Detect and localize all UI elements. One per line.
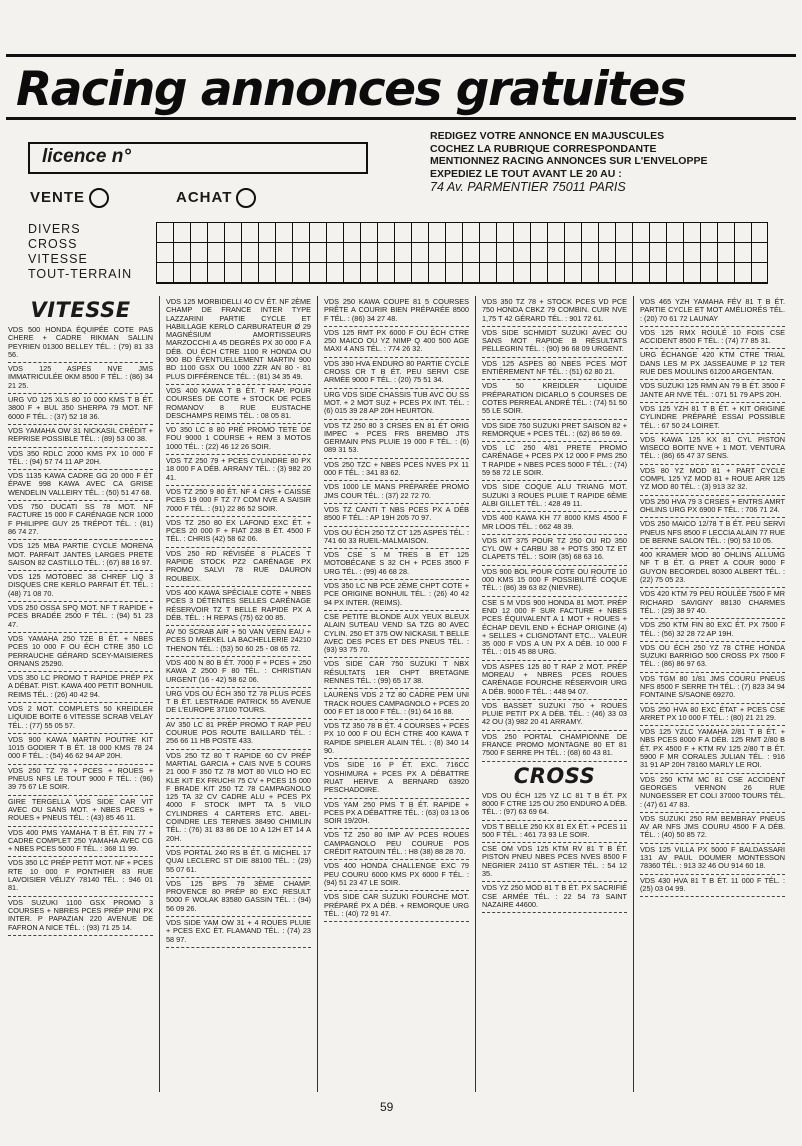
- classified-ad: URG VDS SIDE CHASSIS TUB AVC OU SS MOT. + 2 MOT SUZ + PCES PX INT. TÉL. : (6) 015 39 28 AP 20H HEURTON.: [324, 389, 469, 420]
- column-5: [640, 296, 785, 1092]
- classified-ad: VDS 250 HVA 80 EXC ÉTAT + PCES CSE ARRET PX 10 000 F TÉL. : (80) 21 21 29.: [640, 704, 785, 727]
- page-number: 59: [380, 1100, 394, 1114]
- classified-ad: VDS 250 TZ 80 T RAPIDE 60 CV PRÉP MARTIAL GARCIA + CAIS NVE 5 COURS 21 000 F 350 TZ 78 MOT 80 VILO HO EC KLE KIT EX FRUCHI 75 CV + PCES 15 000 F BRADE KIT 250 TZ 78 CAMPAGNOLO 125 TA 32 CV CADRE ALU + PCES PX 4000 F STOCK IMPT TA 5 VILO CYLINDRES 4 CARTERS ETC. ABEL-COINDRE LES TERNES 38490 CHIMILIN TÉL. : (76) 31 83 86 DE 10 A 12H ET 14 A 20H.: [166, 750, 311, 847]
- rubrique-tout-terrain[interactable]: TOUT-TERRAIN: [28, 267, 133, 281]
- classified-ad: VDS 900 BOL POUR COTE OU ROUTE 10 000 KMS 15 000 F POSSIBILITÉ COQUE TÉL. : (86) 39 63 82 (NIEVRE).: [482, 566, 627, 597]
- classified-ad: VDS 125 ASPES 80 NBES PCES MOT ENTIÈREMENT NF TÉL. : (51) 62 80 21.: [482, 358, 627, 381]
- rubrique-divers[interactable]: DIVERS: [28, 222, 81, 236]
- classified-ad: VDS 465 YZH YAMAHA FÉV 81 T B ÉT. PARTIE CYCLE ET MOT AMÉLIORÉS TÉL. : (20) 70 61 72 LAUNAY: [640, 296, 785, 327]
- masthead: [6, 54, 796, 120]
- classified-ad: URG VD 125 XLS 80 10 000 KMS T B ÉT. 3800 F + BUL 350 SHERPA 79 MOT. NF 6000 F TÉL. : (37) 52 18 36.: [8, 394, 153, 425]
- classified-ad: CSE S M VDS 900 HONDA 81 MOT. PRÉP END 12 000 F SUR FACTURE + NBES PCES ÉQUIVALENT A 1 MOT + ROUES + ÉCHAP DEVIL END + ÉCHAP ORIGINE (4) + SELLES + CLIGNOTANT ETC... VALEUR 35 000 F VDS A UN PX A DÉB. 10 000 F TÉL. : 015 45 88 URG.: [482, 597, 627, 661]
- classified-ad: VDS SIDE YAM OW 31 + 4 ROUES PLUIE + PCES EXC ÉT. FLAMAND TÉL. : (74) 23 58 97.: [166, 917, 311, 948]
- classified-ad: VDS 250 KTM MC 81 CSE ACCIDENT GEORGES VERNON 26 RUE NUNGESSER ET COLI 37000 TOURS TÉL. : (47) 61 47 83.: [640, 774, 785, 813]
- achat-label: ACHAT: [176, 188, 233, 206]
- column-divider: [159, 296, 160, 1092]
- instruction-line: COCHEZ LA RUBRIQUE CORRESPONDANTE: [430, 142, 657, 155]
- classified-ad: VDS SIDE 16 P ÉT. EXC. 716CC YOSHIMURA + PCES PX A DÉBATTRE RUAT HERVE A BERNARD 63920 PESCHADOIRE.: [324, 759, 469, 798]
- classified-ad: VDS 400 HONDA CHALLENGE EXC 79 PEU COURU 6000 KMS PX 6000 F TÉL. : (94) 51 23 47 LE SOIR.: [324, 860, 469, 891]
- classified-ad: VDS 125 BPS 79 3ÈME CHAMP. PROVENCE 80 PRÉP 80 EXC RESULT 5000 F WOLAK 83580 GASSIN TÉL. : (94) 56 09 26.: [166, 878, 311, 917]
- classified-ad: VDS 400 N 80 B ÉT. 7000 F + PCES + 250 KAWA Z 2500 F 80 TÉL. : CHRISTIAN URGENT (16 - 42) 58 62 06.: [166, 657, 311, 688]
- rubrique-vitesse[interactable]: VITESSE: [28, 252, 88, 266]
- classified-ad: VDS 900 KAWA MARTIN POUTRE KIT 1015 GODIER T B ÉT. 18 000 KMS 78 24 000 F TÉL. : (54) 46 62 94 AP 20H.: [8, 734, 153, 765]
- classified-ad: VDS TZ 250 80 EX LAFOND EXC ÉT. + PCES 20 000 F + FIAT 238 B ÉT. 4500 F TÉL. : CHRIS (42) 58 62 06.: [166, 517, 311, 548]
- classified-ad: VDS TZ CANTI T NBS PCES PX A DÉB 8500 F TÉL. : AP 19H 205 70 97.: [324, 504, 469, 527]
- classified-ad: VDS 125 RMX ROULÉ 10 FOIS CSE ACCIDENT 8500 F TÉL. : (74) 77 85 31.: [640, 327, 785, 350]
- classified-ad: VDS 250 TZ 78 + PCES + ROUES + PNEUS NFS LE TOUT 9000 F TÉL. : (96) 39 75 67 LE SOIR.: [8, 765, 153, 796]
- classified-ad: VDS 350 LC PROMO T RAPIDE PRÉP PX A DÉBAT. PIST. KAWA 400 PETIT BONHUIL REIMS TÉL. : (26) 40 42 94.: [8, 672, 153, 703]
- classified-ad: VDS KIT 375 POUR TZ 250 OU RD 350 CYL OW + CARBU 38 + POTS 350 TZ ET CLAPETS TÉL. : SOIR (35) 68 63 16.: [482, 535, 627, 566]
- classified-ad: LAURENS VDS 2 TZ 80 CADRE PEM UNI TRACK ROUES CAMPAGNOLO + PCES 20 000 F ET 18 000 F TÉL. : (91) 64 16 88.: [324, 689, 469, 720]
- classified-ad: VDS 400 PMS YAMAHA T B ÉT. FIN 77 + CADRE COMPLET 250 YAMAHA AVEC CG + NBES PCES 5000 F TÉL. : 368 11 99.: [8, 827, 153, 858]
- page-title: Racing annonces gratuites: [16, 62, 686, 117]
- classified-ad: VDS YAMAHA 250 TZE B ÉT. + NBES PCES 10 000 F OU ÉCH CTRE 350 LC PERRAUCHE GÉRARD SCEY-MAISIERES ORNANS 25290.: [8, 633, 153, 672]
- classified-ad: VDS 250 RD RÉVISÉE 8 PLACES T RAPIDE STOCK PZ2 CARÉNAGE PX PROMO SALVI 78 RUE DAURON ROUBEIX.: [166, 548, 311, 587]
- classified-ad: VDS 500 HONDA ÉQUIPÉE COTE PAS CHERE + CADRE RIKMAN SALLIN PEYRIEN 01300 BELLEY TÉL. : (79) 81 33 56.: [8, 324, 153, 363]
- classified-ad: CSE PETITE BLONDE AUX YEUX BLEUX ALAIN SUTEAU VEND SA TZG 80 AVEC CYLIN. 250 ET 375 OW NICKASIL T BELLE AVEC DES PCES ET DES PNEUS TÉL. : (93) 93 75 70.: [324, 611, 469, 658]
- classified-ad: VDS OU ÉCH 250 YZ 78 CTRE HONDA SUZUKI BARRIGO 500 CROSS PX 7500 F TÉL. : (86) 86 97 63.: [640, 642, 785, 673]
- classified-ad: VDS SIDE CAR 750 SUZUKI T NBX RÉSULTATS 1ER CHPT BRETAGNE RENNES TÉL. : (99) 65 17 38.: [324, 658, 469, 689]
- ad-text-grid[interactable]: [156, 222, 768, 284]
- classified-ad: VDS 80 YZ MOD 81 + PART CYCLE COMPL 125 YZ MOD 81 + ROUE ARR 125 YZ MOD 80 TÉL. : (3) 913 32 32.: [640, 465, 785, 496]
- classified-ad: VDS LC 250 4/81 PRETE PROMO CARÉNAGE + PCES PX 12 000 F PMS 250 T RAPIDE + NBES PCES 5000 F TÉL. : (74) 59 58 72 LE SOIR.: [482, 442, 627, 481]
- classified-ad: VDS 125 MOTOBEC 38 CHREF LIQ 3 DISQUES CRE KERLO PARFAIT ÉT. TÉL. : (48) 71 08 70.: [8, 571, 153, 602]
- classified-ad: VDS T BELLE 250 KX 81 EX ÉT. + PCES 11 500 F TÉL. : 461 73 93 LE SOIR.: [482, 821, 627, 844]
- classified-ad: VDS PORTAL 240 RS B ÉT. G MICHEL 17 QUAI LECLERC ST DIE 88100 TÉL. : (29) 55 07 61.: [166, 847, 311, 878]
- classified-ad: VDS 50 KREIDLER LIQUIDE PRÉPARATION DICARLO 5 COURSES DE COTES PERREAL ANDRÉ TÉL. : (74) 51 50 55 LE SOIR.: [482, 380, 627, 419]
- classified-ad: VDS 250 OSSA SPQ MOT. NF T RAPIDE + PCES BRADÉE 2500 F TÉL. : (94) 51 23 47.: [8, 602, 153, 633]
- classified-ad: VDS 250 HVA 79 3 CRSES + ENTRS AMRT OHLINS URG PX 6900 F TÉL. : 706 71 24.: [640, 496, 785, 519]
- classified-ad: VDS SIDE SCHMIDT SUZUKI AVEC OU SANS MOT RAPIDE B RÉSULTATS PELLEGRIN TÉL. : (90) 96 68 09 URGENT.: [482, 327, 627, 358]
- column-divider: [633, 296, 634, 1092]
- classified-ad: VDS CSE S M TRES B ET 125 MOTOBÉCANE S 32 CH + PCES 3500 F URG TÉL. : (99) 46 68 28.: [324, 549, 469, 580]
- classified-ad: VDS 350 LC NB PCE 2ÈME CHPT COTE + PCE ORIGINE BONHUIL TÉL. : (26) 40 42 94 PX INTER. (REIMS).: [324, 580, 469, 611]
- section-heading-cross: CROSS: [513, 763, 596, 788]
- classified-ad: VDS TZ 350 78 B ÉT. 4 COURSES + PCES PX 10 000 F OU ÉCH CTRE 400 KAWA T RAPIDE SPIELER ALAIN TÉL. : (8) 340 14 90.: [324, 720, 469, 759]
- classified-ad: VDS 400 KAWA KH 77 8000 KMS 4500 F MR LOOS TÉL. : 662 48 39.: [482, 512, 627, 535]
- classified-ad: URG ÉCHANGE 420 KTM CTRE TRIAL DANS LES M PX JASSEAUME P 12 TER RUE DES MOULINS 61200 ARGENTAN.: [640, 349, 785, 380]
- classified-ad: VDS TZ 250 80 IMP AV PCES ROUES CAMPAGNOLO PEU COURUE POS CRÉDIT RATOUIN TÉL. : H8 (38) 88 28 70.: [324, 829, 469, 860]
- classified-ad: VDS OU ÉCH 250 TZ CT 125 ASPES TÉL. : 741 60 33 RUEIL-MALMAISON.: [324, 527, 469, 550]
- classified-ad: VDS SIDE CAR SUZUKI FOURCHE MOT. PRÉPARÉ PX A DÉB. + REMORQUE URG TÉL. : (40) 72 91 47.: [324, 891, 469, 922]
- classified-ad: VDS 2 MOT. COMPLETS 50 KREIDLER LIQUIDE BOITE 6 VITESSE SCRAB VELAY TÉL. : (77) 55 05 57.: [8, 703, 153, 734]
- column-3: [324, 296, 469, 1092]
- classified-ad: VDS 250 KTM FIN 80 EXC ÉT. PX 7500 F TÉL. : (56) 32 28 72 AP 19H.: [640, 619, 785, 642]
- classified-ad: VDS 400 KAWA SPÉCIALE COTE + NBES PCES 3 DÉTENTES SELLES CARÉNAGE RÉSERVOIR TZ T BELLE RAPIDE PX A DÉB. TÉL. : H REPAS (75) 62 00 85.: [166, 587, 311, 626]
- vente-label: VENTE: [30, 188, 86, 206]
- classified-ad: CSE OM VDS 125 KTM RV 81 T B ÉT. PISTON PNEU NBES PCES NVES 8500 F NEGRIER 24110 ST ASTIER TÉL. : 54 12 35.: [482, 843, 627, 882]
- column-divider: [317, 296, 318, 1092]
- rubrique-cross[interactable]: CROSS: [28, 237, 78, 251]
- classified-ad: VDS SIDE COQUE ALU TRIANG MOT. SUZUKI 3 ROUES PLUIE T RAPIDE 6ÈME ALBI GILLET TÉL. : 428 49 11.: [482, 481, 627, 512]
- classified-ad: VDS 250 MAICO 12/78 T B ÉT. PEU SERVI PNEUS NFS 8500 F LECCIA ALAIN 77 RUE DE BERNE SALON TÉL. : (90) 53 10 05.: [640, 518, 785, 549]
- classified-ad: VDS 250 KAWA COUPE 81 5 COURSES PRÊTE A COURIR BIEN PRÉPARÉE 8500 F TÉL. : (86) 34 27 48.: [324, 296, 469, 327]
- classified-ad: VDS 1135 KAWA CADRE GG 20 000 F ÉT ÉPAVE 998 KAWA AVEC CA GRISE WENDELIN VALLEIRY TÉL. : (50) 51 47 68.: [8, 470, 153, 501]
- classified-ad: VDS 350 TZ 78 + STOCK PCES VD PCE 750 HONDA CBKZ 79 COMBIN. CUIR NVE 1,75 T 42 GÉRARD TÉL. : 901 72 61.: [482, 296, 627, 327]
- section-heading-vitesse: VITESSE: [30, 298, 131, 322]
- classified-ad: VDS ASPES 125 80 T RAP 2 MOT. PRÉP MOREAU + NBRES PCES ROUES CARÉNAGE FOURCHE RÉSERVOIR URG A DÉB. 9000 F TÉL. : 448 94 07.: [482, 661, 627, 700]
- vente-radio-circle-icon[interactable]: [89, 188, 109, 208]
- classified-ad: VDS YAM 250 PMS T B ÉT. RAPIDE + PCES PX A DÉBATTRE TÉL. : (63) 03 13 06 SOIR 19/20H.: [324, 799, 469, 830]
- classified-ad: VDS TGM 80 1/81 JMS COURU PNEUS NFS 8500 F SERRE TH TÉL. : (7) 823 34 94 FONTAINE S/SAONE 69270.: [640, 673, 785, 704]
- instruction-line: EXPEDIEZ LE TOUT AVANT LE 20 AU :: [430, 167, 622, 180]
- rubrique-list: [28, 222, 132, 282]
- achat-option[interactable]: [176, 188, 256, 208]
- classified-ad: VDS YZ 250 MOD 81 T B ÉT. PX SACRIFIÉ CSE ARMÉE TÉL. : 22 54 73 SAINT NAZAIRE 44600.: [482, 882, 627, 913]
- classified-ad: VDS SUZUKI 125 RMN AN 79 B ÉT. 3500 F JANTE AR NVE TÉL. : 071 51 79 APS 20H.: [640, 380, 785, 403]
- classified-ad: VDS 1000 LE MANS PRÉPARÉE PROMO JMS COUR TÉL. : (37) 22 72 70.: [324, 481, 469, 504]
- classified-ad: VDS KAWA 125 KX 81 CYL PISTON WISECO BOITE NVE + 1 MOT. VENTURA TÉL. : (86) 65 47 37 SENS.: [640, 434, 785, 465]
- classified-ad: AV 50 SCRAB AIR + 50 VAN VEEN EAU + PCES D MEEKEL LA BACHELLERIE 24210 THENON TÉL. : (53) 50 60 25 - 08 65 72.: [166, 626, 311, 657]
- classified-ad: VDS SUZUKI 250 RM BEMBRAY PNEUS AV AR NFS JMS COURU 4500 F A DÉB. TÉL. : (40) 50 85 72.: [640, 813, 785, 844]
- classified-ad: VDS 125 ASPES NVE JMS IMMATRICULÉE 0KM 8500 F TÉL. : (86) 34 21 25.: [8, 363, 153, 394]
- classified-columns: [6, 296, 796, 1092]
- classified-ad: VDS 400 KAWA T B ÉT. T RAP. POUR COURSES DE COTE + STOCK DE PCES ROMANOV 8 RUE EUSTACHE DESCHAMPS REIMS TÉL. : 08 05 81.: [166, 385, 311, 424]
- classified-ad: VDS 750 DUCATI SS 78 MOT. NF FACTURE 15 000 F CARÉNAGE NCR 1000 F PHILIPPE GUY 25 TRÉPOT TÉL. : (81) 86 74 27.: [8, 501, 153, 540]
- classified-ad: GIRE TERGELLA VDS SIDE CAR VIT AVEC OU SANS MOT. + NBES PCES + ROUES + PNEUS TÉL. : (43) 85 46 11.: [8, 796, 153, 827]
- classified-ad: 400 KRAMER MOD 80 OHLINS ALLUMG NF T B ÉT. G PRET A COUR 9000 F GUYON BECORDEL 80300 ALBERT TÉL. : (22) 75 05 23.: [640, 549, 785, 588]
- classified-ad: VDS TZ 250 9 80 ÉT. NF 4 CRS + CAISSE PCES 19 000 F TZ 77 COM NVE A SAISIR 7000 F TÉL. : (91) 22 86 52 SOIR.: [166, 486, 311, 517]
- classified-ad: VDS 125 MBA PARTIE CYCLE MORENA MOT. PARFAIT JANTES LARGES PRETE SAISON 82 CASTILLO TÉL. : (67) 88 16 97.: [8, 540, 153, 571]
- instruction-line: REDIGEZ VOTRE ANNONCE EN MAJUSCULES: [430, 130, 665, 142]
- classified-ad: VDS 250 PORTAL CHAMPIONNE DE FRANCE PROMO MONTAGNE 80 ET 81 7500 F SERRE PH TÉL. : (68) 60 43 81.: [482, 731, 627, 762]
- classified-ad: VD 350 LC 8 80 PRÉ PROMO TETE DE FOU 9000 1 COURSE + REM 3 MOTOS 1000 TÉL. : (22) 46 12 26 SOIR.: [166, 424, 311, 455]
- instructions: [430, 130, 790, 180]
- classified-ad: VDS 430 HVA 81 T B ÉT. 11 000 F TÉL. : (25) 03 04 99.: [640, 875, 785, 898]
- classified-ad: VDS YAMAHA OW 31 NICKASIL CRÉDIT + REPRISE POSSIBLE TÉL. : (89) 53 00 38.: [8, 425, 153, 448]
- column-2: [166, 296, 311, 1092]
- column-1: [8, 296, 153, 1092]
- column-divider: [475, 296, 476, 1092]
- classified-ad: VDS 125 VILLA PX 5000 F BALDASSARI 131 AV PAUL DOUMER MONTESSON 78360 TÉL. : 913 32 46 OU 914 60 18.: [640, 844, 785, 875]
- achat-radio-circle-icon[interactable]: [236, 188, 256, 208]
- mailing-address: 74 Av. PARMENTIER 75011 PARIS: [430, 180, 626, 194]
- classified-ad: VDS 350 RDLC 2000 KMS PX 10 000 F TÉL. : (94) 57 74 11 AP 20H.: [8, 448, 153, 471]
- licence-label: licence n°: [42, 146, 131, 167]
- classified-ad: VDS 350 LC PRÉP PETIT MOT. NF + PCES RTE 10 000 F PONTHIER 83 RUE LAVOISIER VÉLIZY 78140 TÉL. : 946 01 81.: [8, 857, 153, 896]
- vente-option[interactable]: [30, 188, 109, 208]
- classified-ad: AV 350 LC 81 PRÉP PROMO T RAP PEU COURUE POS ROUTE BAILLARD TÉL. : 256 66 11 HB POSTE 433.: [166, 719, 311, 750]
- classified-ad: VDS 125 YZH 81 T B ÉT. + KIT ORIGINE CYLINDRE PRÉPARÉ ESSAI POSSIBLE TÉL. : 67 50 24 LOIRET.: [640, 403, 785, 434]
- classified-ad: VDS TZ 250 80 3 CRSES EN 81 ÉT ORIG IMPEC + PCES FRS BREMBO JTS GERMAIN PNS PLUIE 19 000 F TÉL. : (6) 089 31 53.: [324, 420, 469, 459]
- classified-ad: VDS 250 TZC + NBES PCES NVES PX 11 000 F TÉL. : 341 83 62.: [324, 459, 469, 482]
- classified-ad: URG VDS OU ÉCH 350 TZ 78 PLUS PCES T B ÉT. LESTRADE PATRICK 55 AVENUE DE L'EUROPE 37100 TOURS.: [166, 688, 311, 719]
- classified-ad: VDS SIDE 750 SUZUKI PRET SAISON 82 + REMORQUE + PCES TÉL. : (62) 86 59 69.: [482, 420, 627, 443]
- classified-ad: VDS 390 HVA ENDURO 80 PARTIE CYCLE CROSS CR T B ÉT. PEU SERVI CSE ARMÉE 9000 F TÉL. : (20) 75 51 34.: [324, 358, 469, 389]
- classified-ad: VDS 125 YZLC YAMAHA 2/81 T B ÉT. + NBS PCES 8000 F A DÉB. 125 RMT 2/80 B ÉT. PX 4500 F + KTM RV 125 2/80 T B ÉT. 5900 F MR CORALES JULIAN TÉL. : 916 31 91 AP 20H 78160 MARLY LE ROI.: [640, 726, 785, 773]
- classified-ad: VDS 420 KTM 79 PEU ROULÉE 7500 F MR RICHARD SAVIGNY 88130 CHARMES TÉL. : (29) 38 97 40.: [640, 588, 785, 619]
- classified-ad: VDS BASSET SUZUKI 750 + ROUES PLUIE PETIT PX A DÉB. TÉL. : (46) 33 03 42 OU (3) 982 20 41 ARRAMY.: [482, 700, 627, 731]
- classified-ad: VDS OU ÉCH 125 YZ LC 81 T B ÉT. PX 8000 F CTRE 125 OU 250 ENDURO A DÉB. TÉL. : (97) 63 69 64.: [482, 790, 627, 821]
- classified-ad: VDS 125 RMT PX 6000 F OU ÉCH CTRE 250 MAICO OU YZ NIMP Q 400 500 AGE MAXI 4 ANS TÉL. : 774 26 32.: [324, 327, 469, 358]
- column-4: [482, 296, 627, 1092]
- instruction-line: MENTIONNEZ RACING ANNONCES SUR L'ENVELOPPE: [430, 155, 708, 167]
- classified-ad: VDS 125 MORBIDELLI 40 CV ÉT. NF 2ÈME CHAMP DE FRANCE INTER TYPE LAZZARINI PARTIE CYCLE ET HABILLAGE KERLO CARBURATEUR Ø 29 MAGNÉSIUM AMORTISSEURS MARZOCCHI A 45 DEGRÉS PX 30 000 F A DÉB. OU ÉCH CTRE 1100 R HONDA OU 900 BD ÉVENTUELLEMENT MARTIN 900 BD 1100 GSX OU 1000 ZZR AN 80 - 81 PLUS DIFFÉRENCE TÉL. : (81) 34 35 49.: [166, 296, 311, 385]
- classified-ad: VDS TZ 250 79 + PCES CYLINDRE 80 PX 18 000 F A DÉB. ARRANY TÉL. : (3) 982 20 41.: [166, 455, 311, 486]
- classified-ad: VDS SUZUKI 1100 GSX PROMO 3 COURSES + NBRES PCES PRÉP PINI PX INTER. P PAPAZIAN 220 AVENUE DE FAFRON A NICE TÉL. : (93) 71 25 14.: [8, 897, 153, 936]
- licence-number-field[interactable]: [28, 142, 368, 174]
